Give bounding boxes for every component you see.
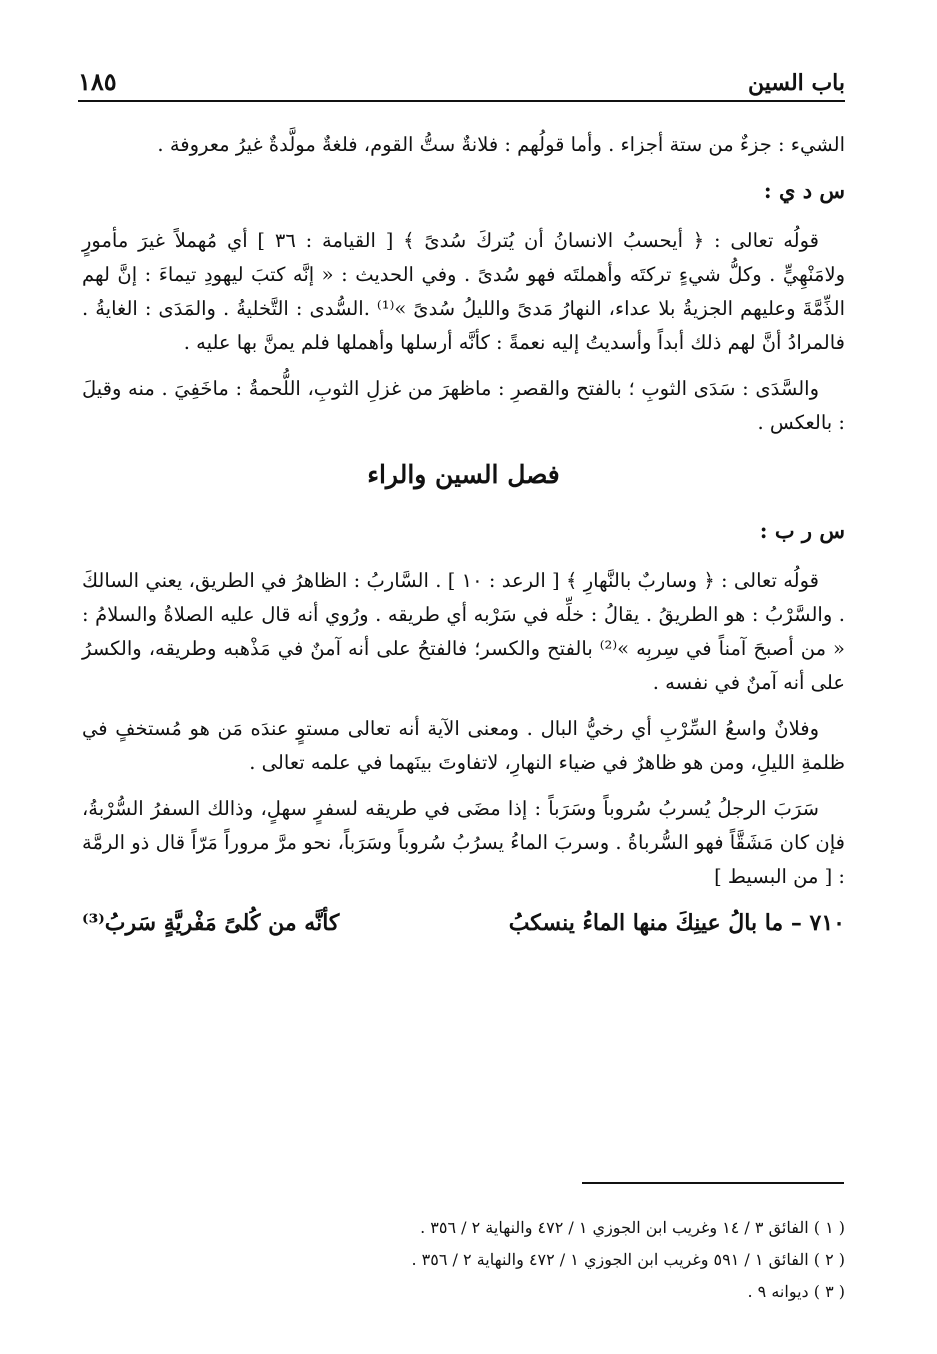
main-text <box>82 128 845 940</box>
poem-verse <box>82 906 845 940</box>
verse-first-hemistich: ٧١٠ – ما بالُ عينِكَ منها الماءُ ينسكبُ <box>508 910 845 936</box>
footnote: ( ١ ) الفائق ٣ / ١٤ وغريب ابن الجوزي ١ / ٤٧٢ والنهاية ٢ / ٣٥٦ . <box>420 1218 845 1237</box>
footnote: ( ٢ ) الفائق ١ / ٥٩١ وغريب ابن الجوزي ١ / ٤٧٢ والنهاية ٢ / ٣٥٦ . <box>411 1250 845 1269</box>
footnote: ( ٣ ) ديوانه ٩ . <box>747 1282 845 1301</box>
paragraph: الشيء : جزءٌ من ستة أجزاء . وأما قولُهم : فلانةٌ ستُّ القوم، فلغةٌ مولَّدةٌ غيرُ معروفة . <box>157 133 845 156</box>
paragraph: قولُه تعالى : ﴿ أيحسبُ الانسانُ أن يُتركَ سُدىً ﴾ [ القيامة : ٣٦ ] أي مُهملاً غيرَ مأمورٍ ولامَنْهِيٍّ . وكلُّ شيءٍ تركتَه وأهملتَه فهو سُدىً . وفي الحديث : « إنَّه كتبَ ليهودِ تيماءَ : إنَّ لهم الذِّمَّةَ وعليهم الجزيةُ بلا عداء، النهارُ مَدىً والليلُ سُدىً »⁽¹⁾ .السُّدى : التَّخليةُ . والمَدَى : الغايةُ . فالمرادُ أنَّ لهم ذلك أبداً وأسديتُ إليه نعمةً : كأنَّه أرسلها وأهملها فلم يمنَّ بها عليه . <box>82 229 845 354</box>
verse-second-hemistich: كأنَّه من كُلىً مَفْريَّةٍ سَربُ⁽³⁾ <box>82 910 340 936</box>
paragraph: وفلانٌ واسعُ السِّرْبِ أي رخيُّ البال . ومعنى الآية أنه تعالى مستوٍ عندَه مَن هو مُستخفٍ في ظلمةِ الليلِ، ومن هو ظاهرٌ في ضياء النهارِ، لاتفاوتَ بينَهما في علمه تعالى . <box>82 717 845 774</box>
page-number: ١٨٥ <box>78 67 117 96</box>
paragraph: قولُه تعالى : ﴿ وساربٌ بالنَّهارِ ﴾ [ الرعد : ١٠ ] . السَّاربُ : الظاهرُ في الطريق، يعني السالكَ . والسَّرْبُ : هو الطريقُ . يقالُ : خلِّه في سَرْبه أي طريقه . ورُوي أنه قال عليه الصلاةُ والسلامُ : « من أصبحَ آمناً في سِربِه »⁽²⁾ بالفتح والكسر؛ فالفتحُ على أنه آمنٌ في مَذْهبه وطريقه، والكسرُ على أنه آمنٌ في نفسه . <box>82 569 845 694</box>
chapter-title: باب السين <box>747 70 845 96</box>
section-title: فصل السين والراء <box>367 460 560 489</box>
paragraph: والسَّدَى : سَدَى الثوبِ ؛ بالفتح والقصرِ : ماظهرَ من غزلِ الثوبِ، اللُّحمةُ : ماخَفِيَ . منه وقيلَ : بالعكس . <box>82 377 845 434</box>
entry-heading: س ر ب : <box>759 518 845 543</box>
footnote-divider <box>582 1182 844 1184</box>
footnotes <box>82 1212 845 1308</box>
page-header <box>78 56 845 102</box>
paragraph: سَرَبَ الرجلُ يُسربُ سُروباً وسَرَباً : إذا مضَى في طريقه لسفرٍ سهلٍ، وذالك السفرُ السُّرْبةُ، فإن كان مَشَقَّاً فهو السُّرباةُ . وسربَ الماءُ يسرُبُ سُروباً وسَرَباً، نحو مرَّ مروراً مَرّاً قال ذو الرمَّة : [ من البسيط ] <box>82 797 845 888</box>
entry-heading: س د ي : <box>763 178 845 203</box>
